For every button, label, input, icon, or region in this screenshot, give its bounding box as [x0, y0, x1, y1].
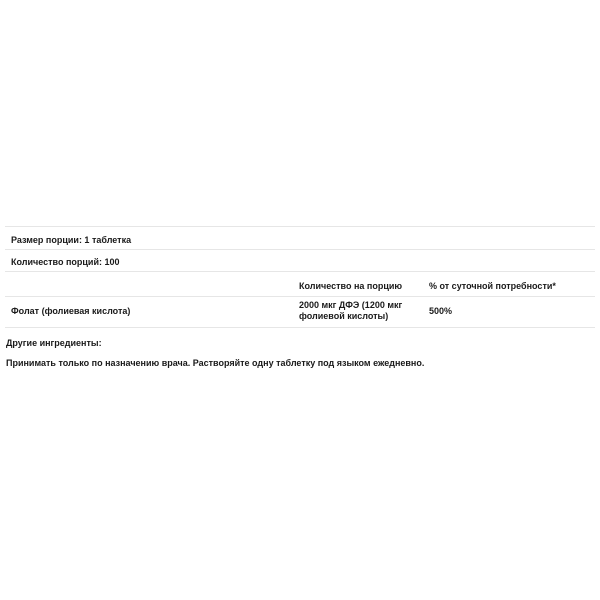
nutrient-name: Фолат (фолиевая кислота): [11, 306, 131, 316]
servings-per-container-row: [5, 250, 595, 272]
daily-value-header: % от суточной потребности*: [429, 281, 556, 291]
directions-text: Принимать только по назначению врача. Растворяйте одну таблетку под языком ежедневно.: [6, 358, 425, 368]
table-header-row: [5, 272, 595, 297]
nutrient-daily-value: 500%: [429, 306, 453, 316]
amount-per-serving-header: Количество на порцию: [299, 281, 403, 291]
serving-size-row: [5, 226, 595, 250]
other-ingredients-label: Другие ингредиенты:: [6, 338, 102, 348]
table-row: [5, 297, 595, 328]
serving-size-text: Размер порции: 1 таблетка: [11, 235, 132, 245]
nutrient-amount: 2000 мкг ДФЭ (1200 мкг фолиевой кислоты): [299, 300, 403, 321]
supplement-facts-table: [5, 226, 595, 328]
servings-per-container-text: Количество порций: 100: [11, 257, 120, 267]
